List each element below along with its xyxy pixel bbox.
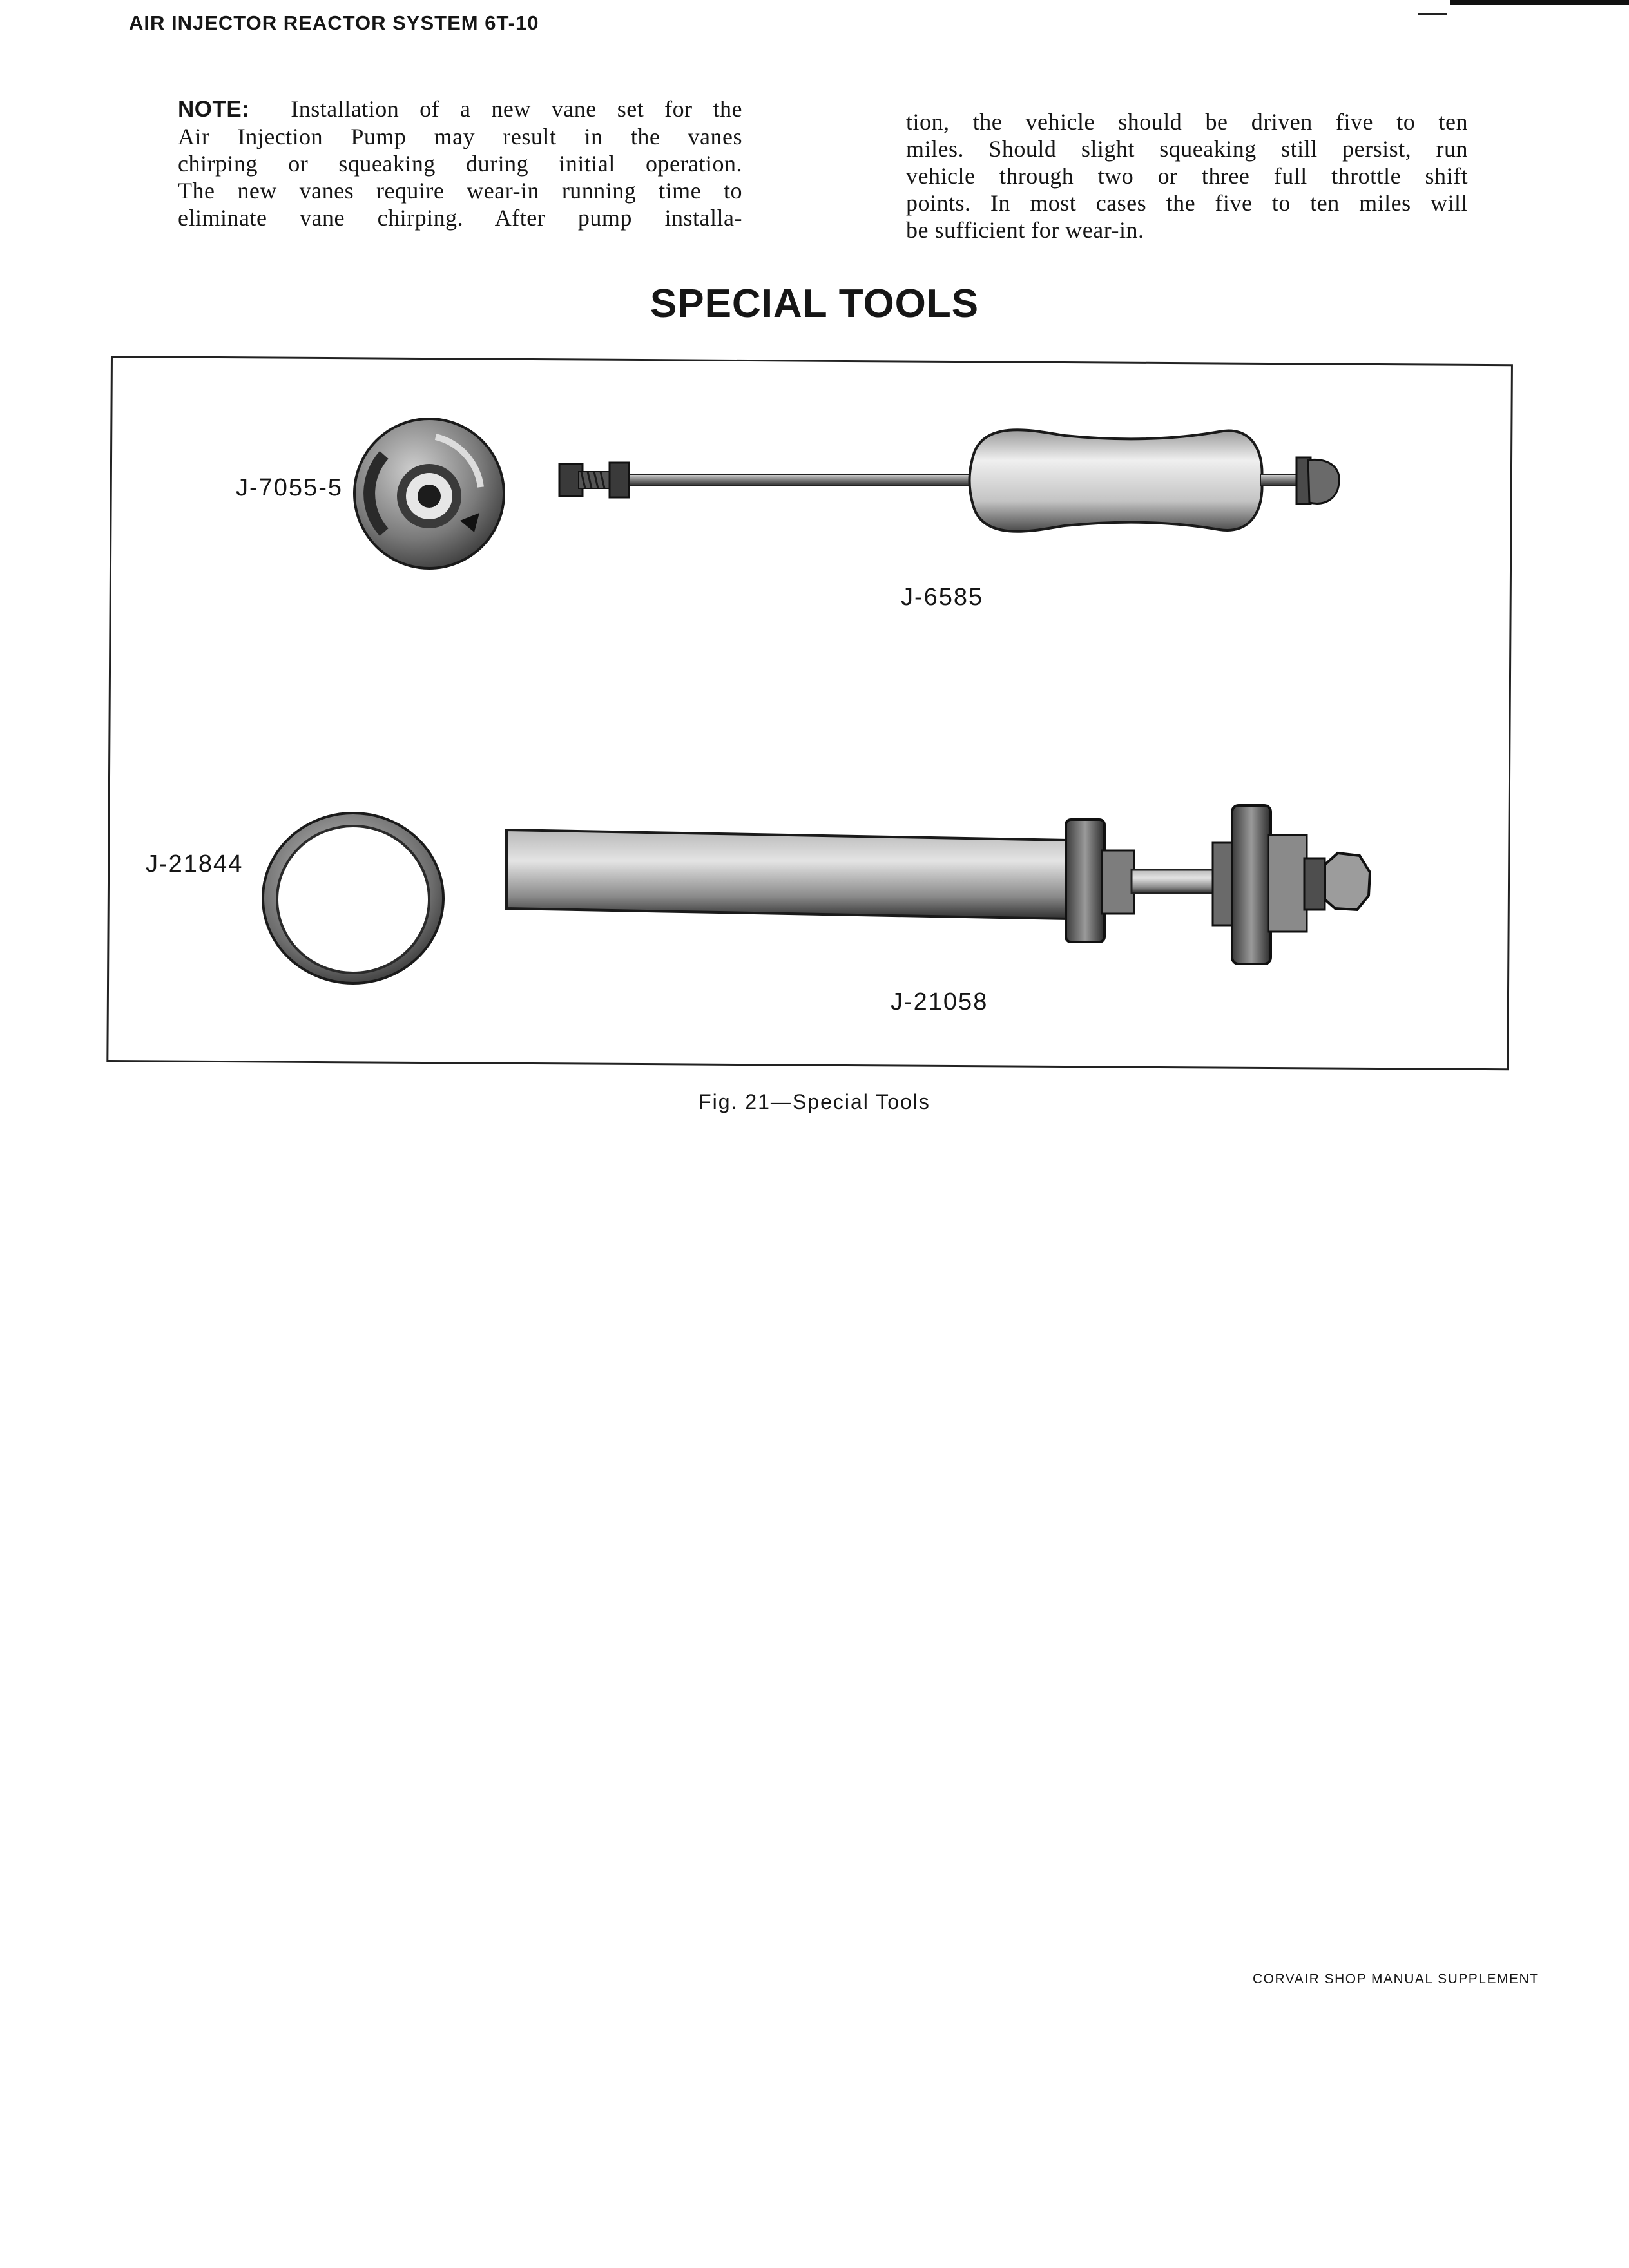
tool-label-j6585: J-6585 bbox=[901, 584, 984, 611]
note-label: NOTE: bbox=[178, 97, 250, 122]
page-edge-dash bbox=[1418, 13, 1447, 15]
ring-installer-illustration bbox=[256, 808, 450, 988]
note-line-2: Air Injection Pump may result in the vanes bbox=[178, 124, 742, 149]
tool-label-j21844: J-21844 bbox=[146, 850, 244, 878]
footer-text: CORVAIR SHOP MANUAL SUPPLEMENT bbox=[1253, 1972, 1539, 1986]
running-header: AIR INJECTOR REACTOR SYSTEM 6T-10 bbox=[129, 12, 539, 34]
note-right-column bbox=[906, 108, 1468, 244]
section-title: SPECIAL TOOLS bbox=[650, 282, 979, 326]
tool-label-j21058: J-21058 bbox=[891, 988, 988, 1015]
note-left-column bbox=[178, 95, 742, 231]
installer-shaft-illustration bbox=[503, 796, 1482, 990]
note-line-10: be sufficient for wear-in. bbox=[906, 217, 1144, 243]
note-line-6: tion, the vehicle should be driven five to ten bbox=[906, 109, 1468, 135]
tool-label-j7055: J-7055-5 bbox=[236, 474, 343, 501]
figure-caption: Fig. 21—Special Tools bbox=[699, 1090, 930, 1113]
slide-hammer-illustration bbox=[549, 412, 1380, 554]
note-line-7: miles. Should slight squeaking still persist, run bbox=[906, 136, 1468, 162]
note-line-9: points. In most cases the five to ten miles will bbox=[906, 190, 1468, 216]
page-edge-mark bbox=[1450, 0, 1629, 5]
note-line-3: chirping or squeaking during initial operation. bbox=[178, 151, 742, 177]
adapter-disc-illustration bbox=[345, 410, 513, 577]
note-line-1: NOTE: Installation of a new vane set for the bbox=[178, 96, 742, 122]
note-line-4: The new vanes require wear-in running time to bbox=[178, 178, 742, 204]
note-line-5: eliminate vane chirping. After pump installa- bbox=[178, 205, 742, 231]
note-line-8: vehicle through two or three full throttle shift bbox=[906, 163, 1468, 189]
